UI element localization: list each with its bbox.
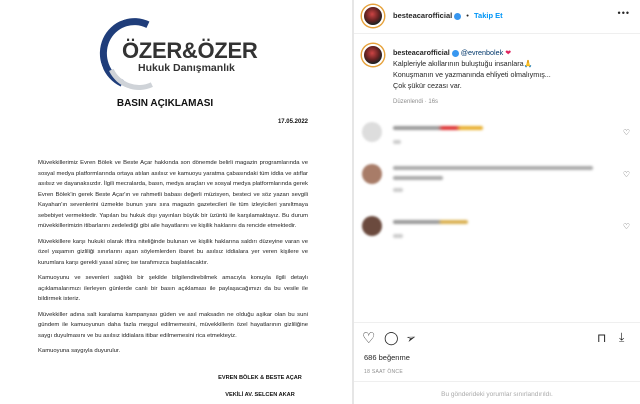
comment-text-blurred [393,176,443,180]
comment-text-blurred [393,166,593,170]
avatar[interactable] [362,5,384,27]
post-time: 18 SAAT ÖNCE [364,369,403,375]
document-date: 17.05.2022 [277,119,308,125]
paragraph: Müvekkillerimiz Evren Bölek ve Beste Açar hakkında son dönemde belirli magazin programlarında ve sosyal medya platformlarında ortaya atılan asılsız ve kamuoyu yaratma çabasındaki tüm iddia ve atıflar asılsız ve dayanaksızdır. İlgili mecralarda, basın, medya araçları ve sosyal medya platformlarında gerek Evren Bölek'in gerek Beste Açar'ın ve rahmetli babası değerli müzisyen, besteci ve söz yazarı sevgili Kayahan'ın sevenlerini üzmekte bunun yanı sıra magazin gazetecileri ile tüm izleyicileri yanıltmaya sebebiyet vermektedir. Yapılan bu hukuk dışı yayınları büyük bir üzüntü ile karşılamaktayız. Bu durum müvekkillerimizin itibarlarını zedelediği gibi aile hayatlarını ve kişilik haklarını da rencide etmektedir. [38,160,308,229]
comment-blurred [362,164,632,194]
document-title: BASIN AÇIKLAMASI [116,98,214,109]
follow-button[interactable]: Takip Et [474,11,503,20]
instagram-post-panel [354,0,640,404]
comment-blurred [362,216,632,246]
edited-timestamp: Düzenlendi · 16s [393,99,439,105]
mention-link[interactable]: @evrenbolek [460,48,504,57]
comment-avatar [362,122,382,142]
caption-username[interactable]: besteacarofficial [393,48,450,57]
logo-subtitle: Hukuk Danışmanlık [138,62,235,74]
comment-meta-blurred [393,188,403,192]
verified-badge-icon [454,13,461,20]
paragraph: Kamuoyuna saygıyla duyurulur. [38,348,121,354]
caption-line: Kalpleriyle akıllarının buluştuğu insanlara🙏 [393,59,533,68]
document-body [38,158,308,362]
save-bookmark-icon[interactable]: ⊓ [597,331,607,345]
paragraph: Müvekkiller adına salt karalama kampanyası güden ve asıl maksadın ne olduğu aşikar olan bu suni gündem ile kamuoyunun daha fazla meşgul edilmemesini, müvekkillerin özel hayatlarının gizliliğine saygı duyulmasını ve bu asılsız iddialara itibar edilmemesini rica etmekteyiz. [38,311,308,339]
like-comment-icon[interactable]: ♡ [622,222,630,231]
post-header [393,11,503,20]
comment-text-blurred [393,126,483,130]
like-icon[interactable]: ♡ [362,330,376,347]
comment-blurred [362,122,632,152]
share-icon[interactable]: ➢ [403,329,419,347]
more-options-icon[interactable]: ••• [617,8,630,18]
comment-meta-blurred [393,140,401,144]
caption-line: Konuşmanın ve yazmanında ehliyeti olmalıymış... [393,70,551,79]
comments-restricted-notice: Bu gönderideki yorumlar sınırlandırıldı. [441,391,553,398]
divider [354,381,640,382]
comment-avatar [362,216,382,236]
comment-meta-blurred [393,234,403,238]
law-firm-logo [98,14,258,94]
download-icon[interactable]: ⤓ [619,330,625,344]
heart-emoji: ❤ [505,48,512,57]
username-link[interactable]: besteacarofficial [393,11,453,20]
signature-clients: EVREN BÖLEK & BESTE AÇAR [218,375,302,381]
like-count[interactable]: 686 beğenme [364,353,410,362]
like-comment-icon[interactable]: ♡ [622,170,630,179]
caption [393,47,623,108]
paragraph: Müvekkillere karşı hukuki olarak iftira niteliğinde bulunan ve kişilik haklarına saldırı düzeyine varan ve özel yaşamın gizliliği sınırlarını aşan söylemlerden ibaret bu asılsız iddialara yer veren kişilere ve kurumlara karşı gerekli yasal süreç ise tarafımızca başlatılacaktır. [38,238,308,266]
signature-lawyer: VEKİLİ AV. SELCEN AKAR [225,392,295,398]
divider [354,33,640,34]
caption-line: Çok şükür cezası var. [393,81,462,90]
caption-avatar[interactable] [362,44,384,66]
paragraph: Kamuoyunu ve sevenleri sağlıklı bir şekilde bilgilendirebilmek amacıyla konuyla ilgili detaylı açıklamalarımızı ilerleyen günlerde canlı bir basın açıklaması ile paylaşacağımızı da bu vesile ile bildirmek isteriz. [38,275,308,302]
comment-avatar [362,164,382,184]
separator: • [466,11,469,20]
like-comment-icon[interactable]: ♡ [622,128,630,137]
logo-name: ÖZER&ÖZER [122,38,258,63]
divider [354,322,640,323]
comment-icon[interactable]: ◯ [384,330,399,345]
verified-badge-icon [452,50,459,57]
comment-text-blurred [393,220,468,224]
